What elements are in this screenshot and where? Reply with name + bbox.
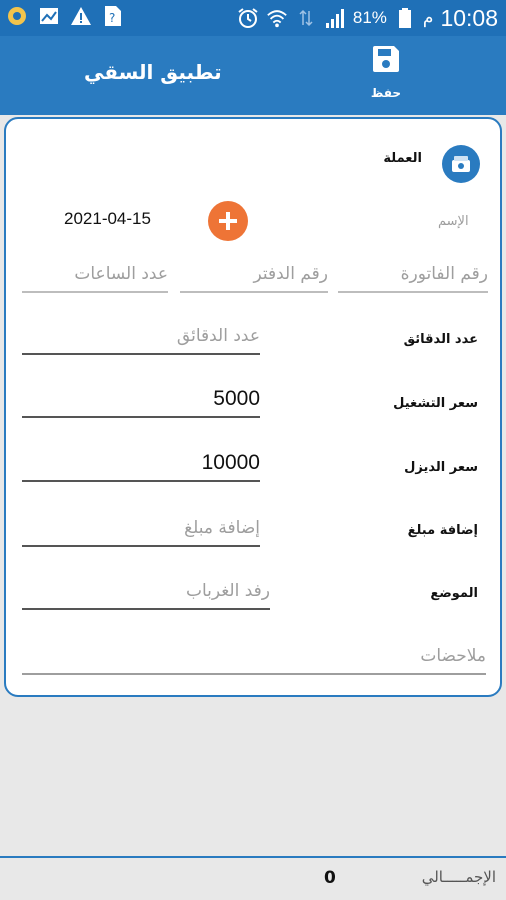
location-input[interactable] [22,574,270,608]
form-card [4,117,502,697]
notebook-number-input[interactable] [180,257,328,291]
hours-input[interactable] [22,257,168,291]
total-label: الإجمـــــالي [421,868,496,886]
am-pm-indicator: م [422,8,434,27]
add-amount-field[interactable] [22,511,260,547]
notebook-number-field[interactable] [180,257,328,293]
operating-price-label: سعر التشغيل [393,396,478,411]
signal-icon [324,7,346,29]
add-amount-label: إضافة مبلغ [407,523,478,538]
currency-label: العملة [383,151,422,166]
alarm-icon [237,7,259,29]
battery-icon [394,7,416,29]
diesel-price-input[interactable] [22,446,260,480]
operating-price-field[interactable] [22,382,260,418]
location-field[interactable] [22,574,270,610]
wifi-icon [266,7,288,29]
total-value: 0 [324,868,336,888]
plus-icon [216,209,240,233]
data-arrows-icon [295,7,317,29]
save-label: حفظ [370,86,402,100]
app-title: تطبيق السقي [84,60,222,84]
date-display[interactable]: 2021-04-15 [64,209,151,228]
messenger-icon [6,5,28,27]
minutes-input[interactable] [22,319,260,353]
floppy-disk-icon [371,44,401,78]
diesel-price-label: سعر الديزل [404,460,478,475]
invoice-number-input[interactable] [338,257,488,291]
currency-money-icon[interactable] [442,145,480,183]
diesel-price-field[interactable] [22,446,260,482]
hours-field[interactable] [22,257,168,293]
svg-text:?: ? [109,11,116,25]
warning-icon [70,5,92,27]
notes-field[interactable] [22,639,486,675]
name-placeholder[interactable]: الإسم [438,214,469,229]
location-label: الموضع [430,586,478,601]
notification-icons [6,5,124,27]
add-button[interactable] [208,201,248,241]
gallery-icon [38,5,60,27]
invoice-number-field[interactable] [338,257,488,293]
add-amount-input[interactable] [22,511,260,545]
minutes-label: عدد الدقائق [403,332,478,347]
operating-price-input[interactable] [22,382,260,416]
minutes-field[interactable] [22,319,260,355]
unknown-file-icon [102,5,124,27]
status-bar [0,0,506,36]
system-status [237,0,498,36]
footer-divider [0,856,506,858]
save-button[interactable] [360,44,412,110]
clock: 10:08 [440,4,498,31]
notes-input[interactable] [22,639,486,673]
battery-percent: 81% [352,8,387,27]
app-bar [0,36,506,115]
